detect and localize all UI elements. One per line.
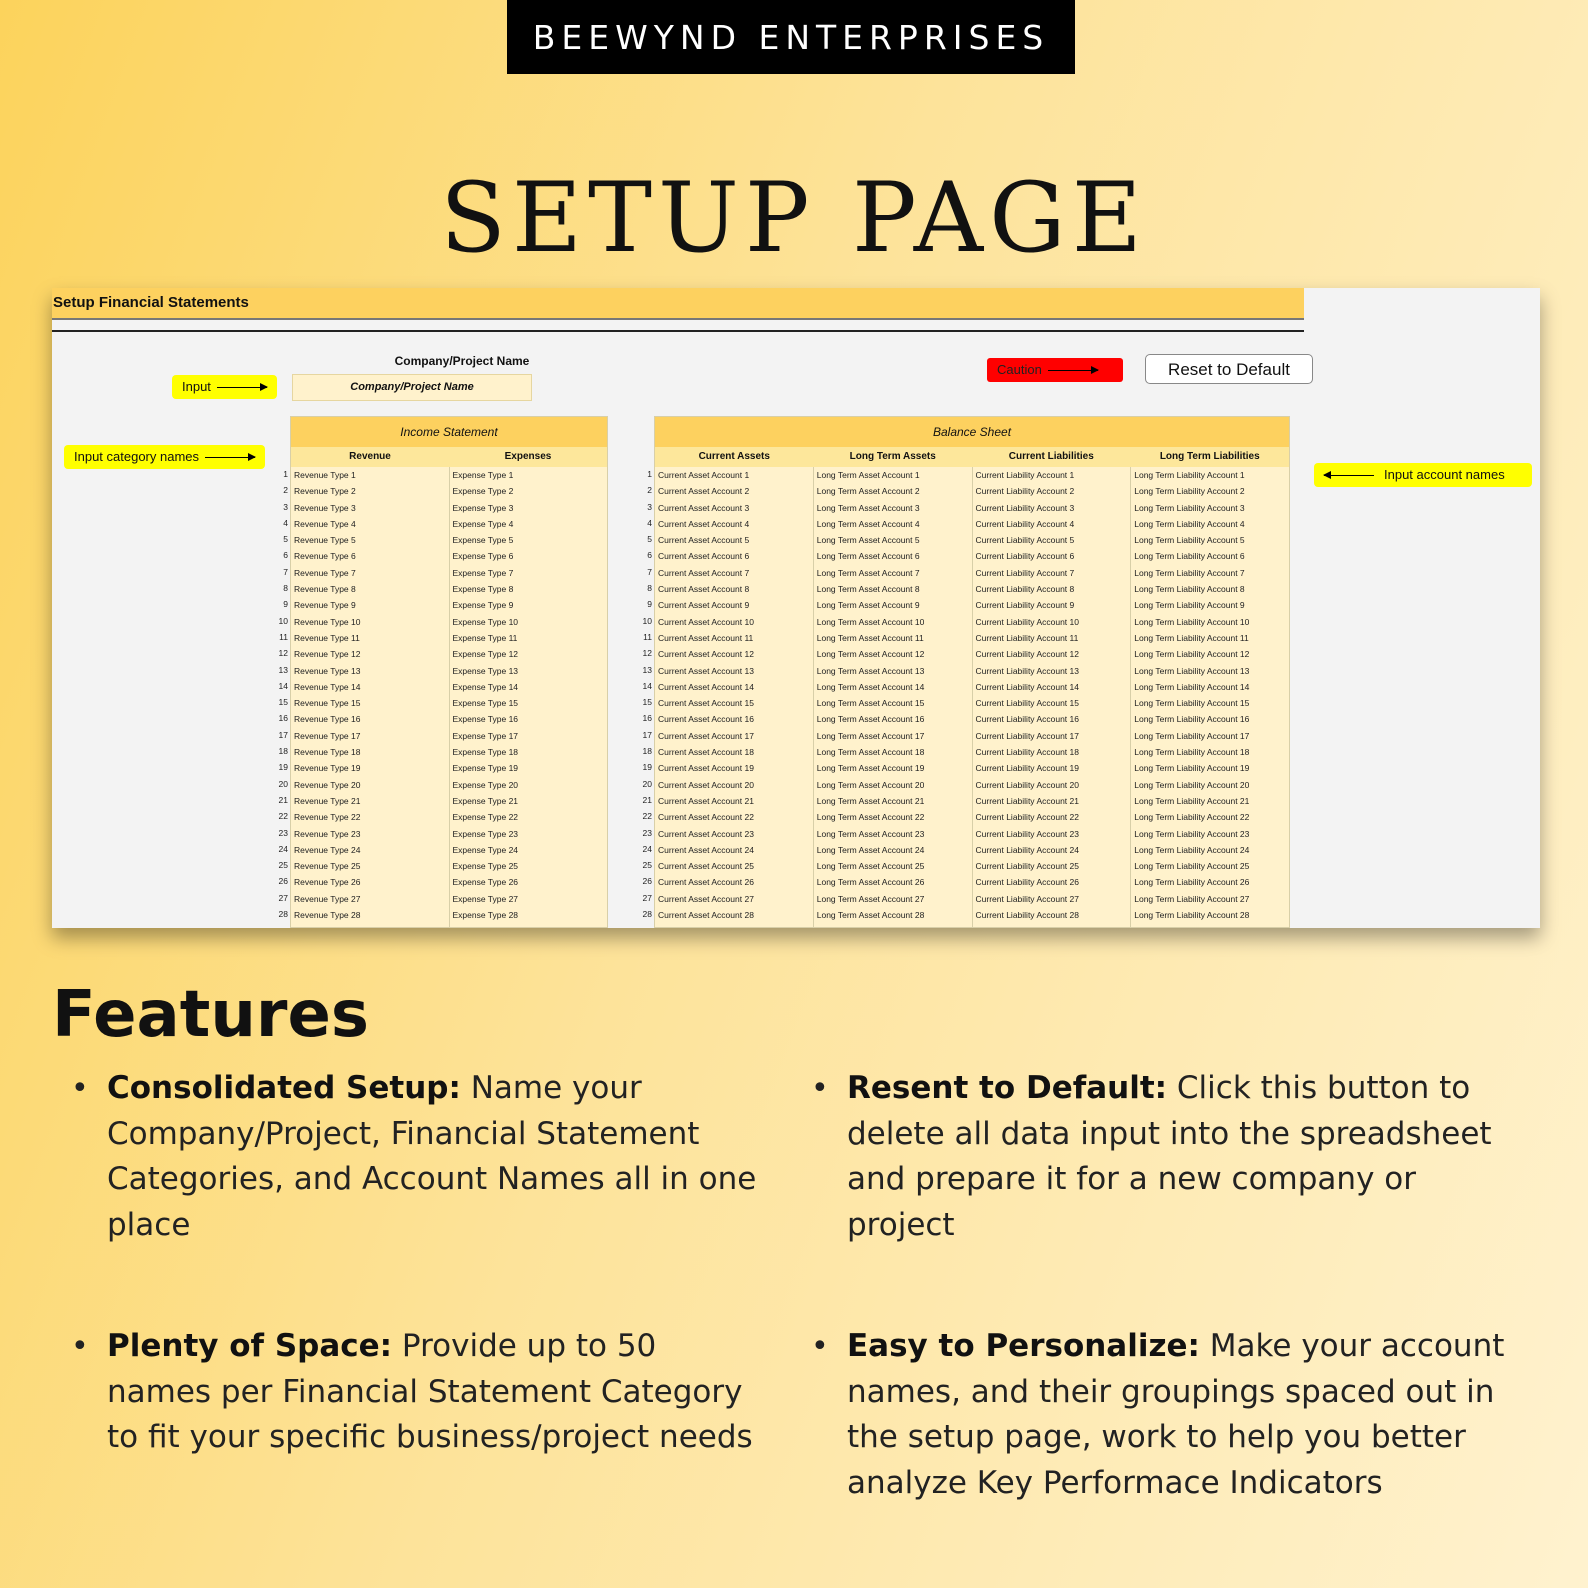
table-cell[interactable]: Expense Type 2 xyxy=(452,486,514,497)
table-cell[interactable]: Expense Type 22 xyxy=(452,812,519,823)
table-cell[interactable]: Long Term Liability Account 26 xyxy=(1134,877,1250,888)
row-number: 2 xyxy=(647,485,652,496)
table-cell[interactable]: Long Term Liability Account 11 xyxy=(1134,632,1249,643)
table-cell[interactable]: Long Term Asset Account 17 xyxy=(816,730,925,741)
table-cell[interactable]: Long Term Liability Account 17 xyxy=(1134,730,1250,741)
table-cell[interactable]: Expense Type 12 xyxy=(452,649,519,660)
table-cell[interactable]: Long Term Asset Account 14 xyxy=(816,681,925,692)
table-cell[interactable]: Expense Type 28 xyxy=(452,910,519,921)
table-cell[interactable]: Current Asset Account 15 xyxy=(658,698,754,709)
table-cell[interactable]: Current Liability Account 1 xyxy=(975,470,1075,480)
table-cell[interactable]: Long Term Asset Account 2 xyxy=(816,486,920,497)
table-cell[interactable]: Current Asset Account 20 xyxy=(658,779,754,790)
table-cell[interactable]: Current Asset Account 26 xyxy=(658,877,754,888)
table-cell[interactable]: Current Asset Account 9 xyxy=(658,600,750,611)
table-cell[interactable]: Long Term Liability Account 5 xyxy=(1134,535,1245,546)
row-number: 5 xyxy=(647,534,652,545)
row-number: 27 xyxy=(278,892,288,903)
table-cell[interactable]: Revenue Type 18 xyxy=(294,747,361,758)
table-cell[interactable]: Revenue Type 3 xyxy=(294,502,356,513)
table-cell[interactable]: Revenue Type 22 xyxy=(294,812,361,823)
table-cell[interactable]: Revenue Type 27 xyxy=(294,893,361,904)
table-cell[interactable]: Long Term Liability Account 24 xyxy=(1134,844,1250,855)
table-cell[interactable]: Expense Type 4 xyxy=(452,518,514,529)
income-statement-panel xyxy=(290,416,608,928)
row-number: 16 xyxy=(642,713,652,724)
row-number: 23 xyxy=(278,827,288,838)
table-cell[interactable]: Revenue Type 9 xyxy=(294,600,356,611)
row-number: 9 xyxy=(647,599,652,610)
table-cell[interactable]: Expense Type 5 xyxy=(452,535,514,546)
table-cell[interactable]: Current Asset Account 24 xyxy=(658,844,754,855)
table-cell[interactable]: Current Liability Account 9 xyxy=(975,600,1075,611)
row-number: 20 xyxy=(642,778,652,789)
table-cell[interactable]: Expense Type 8 xyxy=(452,584,514,595)
table-cell[interactable]: Long Term Asset Account 15 xyxy=(816,698,925,709)
table-cell[interactable]: Long Term Asset Account 26 xyxy=(816,877,925,888)
table-cell[interactable]: Long Term Asset Account 23 xyxy=(816,828,925,839)
table-cell[interactable]: Long Term Liability Account 20 xyxy=(1134,779,1250,790)
row-number: 21 xyxy=(278,794,288,805)
brand-banner: BEEWYND ENTERPRISES xyxy=(507,0,1075,74)
table-cell[interactable]: Revenue Type 19 xyxy=(294,763,361,774)
arrow-right-icon xyxy=(217,387,267,388)
table-cell[interactable]: Current Asset Account 21 xyxy=(658,795,754,806)
row-number: 7 xyxy=(283,566,288,577)
table-cell[interactable]: Expense Type 21 xyxy=(452,795,519,806)
table-cell[interactable]: Current Asset Account 23 xyxy=(658,828,754,839)
caution-tag-label: Caution xyxy=(997,362,1042,377)
table-cell[interactable]: Expense Type 26 xyxy=(452,877,519,888)
income-column-headers xyxy=(291,447,607,467)
table-cell[interactable]: Current Asset Account 7 xyxy=(658,567,750,578)
category-tag xyxy=(64,445,265,469)
table-cell[interactable]: Long Term Liability Account 10 xyxy=(1134,616,1250,627)
table-cell[interactable]: Revenue Type 11 xyxy=(294,632,360,643)
table-cell[interactable]: Expense Type 1 xyxy=(452,470,514,480)
table-cell[interactable]: Long Term Asset Account 6 xyxy=(816,551,920,562)
account-tag-label: Input account names xyxy=(1384,467,1505,482)
row-number: 7 xyxy=(647,566,652,577)
table-cell[interactable]: Long Term Asset Account 16 xyxy=(816,714,925,725)
input-tag-label: Input xyxy=(182,379,211,394)
column-header: Expenses xyxy=(504,451,552,462)
table-cell[interactable]: Long Term Liability Account 12 xyxy=(1134,649,1250,660)
features-title: Features xyxy=(52,978,369,1052)
table-cell[interactable]: Long Term Liability Account 3 xyxy=(1134,502,1245,513)
header-rule xyxy=(52,318,1304,320)
column xyxy=(291,467,450,927)
table-cell[interactable]: Long Term Asset Account 28 xyxy=(816,910,925,921)
table-cell[interactable]: Expense Type 23 xyxy=(452,828,519,839)
table-cell[interactable]: Current Liability Account 3 xyxy=(975,502,1075,513)
page-title: SETUP PAGE xyxy=(440,162,1148,274)
row-number: 10 xyxy=(642,615,652,626)
table-cell[interactable]: Current Liability Account 21 xyxy=(975,795,1079,806)
table-cell[interactable]: Long Term Liability Account 16 xyxy=(1134,714,1250,725)
company-input[interactable]: Company/Project Name xyxy=(292,374,532,401)
category-tag-label: Input category names xyxy=(74,449,200,464)
row-number: 15 xyxy=(278,697,288,708)
row-number: 6 xyxy=(647,550,652,561)
table-cell[interactable]: Long Term Asset Account 5 xyxy=(816,535,920,546)
table-cell[interactable]: Current Liability Account 14 xyxy=(975,681,1079,692)
table-cell[interactable]: Long Term Liability Account 28 xyxy=(1134,910,1250,921)
table-cell[interactable]: Current Asset Account 5 xyxy=(658,535,750,546)
table-cell[interactable]: Long Term Liability Account 22 xyxy=(1134,812,1250,823)
table-cell[interactable]: Current Liability Account 4 xyxy=(975,518,1075,529)
column xyxy=(655,467,814,927)
table-cell[interactable]: Current Liability Account 26 xyxy=(975,877,1079,888)
table-cell[interactable]: Current Asset Account 13 xyxy=(658,665,754,676)
row-number: 25 xyxy=(642,860,652,871)
row-number: 12 xyxy=(642,648,652,659)
column-header: Current Assets xyxy=(698,451,770,462)
table-cell[interactable]: Revenue Type 15 xyxy=(294,698,361,709)
row-number: 22 xyxy=(642,811,652,822)
company-label: Company/Project Name xyxy=(394,354,530,368)
table-cell[interactable]: Current Asset Account 19 xyxy=(658,763,754,774)
table-cell[interactable]: Revenue Type 24 xyxy=(294,844,361,855)
table-cell[interactable]: Expense Type 10 xyxy=(452,616,519,627)
table-cell[interactable]: Current Liability Account 7 xyxy=(975,567,1075,578)
feature-bold: Resent to Default: xyxy=(847,1070,1168,1106)
table-cell[interactable]: Current Liability Account 8 xyxy=(975,584,1075,595)
table-cell[interactable]: Current Asset Account 16 xyxy=(658,714,754,725)
row-number: 17 xyxy=(278,729,288,740)
table-cell[interactable]: Revenue Type 14 xyxy=(294,681,361,692)
table-cell[interactable]: Current Liability Account 16 xyxy=(975,714,1079,725)
table-cell[interactable]: Current Liability Account 6 xyxy=(975,551,1075,562)
table-cell[interactable]: Long Term Liability Account 27 xyxy=(1134,893,1250,904)
table-cell[interactable]: Long Term Asset Account 9 xyxy=(816,600,920,611)
row-number: 4 xyxy=(647,517,652,528)
feature-text: Name your Company/Project, Financial Statement Categories, and Account Names all in one place xyxy=(107,1070,757,1243)
row-number: 15 xyxy=(642,697,652,708)
table-cell[interactable]: Expense Type 13 xyxy=(452,665,519,676)
row-number: 24 xyxy=(278,843,288,854)
table-cell[interactable]: Current Asset Account 8 xyxy=(658,584,750,595)
table-cell[interactable]: Long Term Asset Account 20 xyxy=(816,779,925,790)
table-cell[interactable]: Revenue Type 7 xyxy=(294,567,356,578)
income-row-numbers xyxy=(274,466,288,922)
table-cell[interactable]: Current Asset Account 2 xyxy=(658,486,750,497)
table-cell[interactable]: Long Term Asset Account 25 xyxy=(816,861,925,872)
row-number: 8 xyxy=(283,583,288,594)
row-number: 9 xyxy=(283,599,288,610)
table-cell[interactable]: Current Liability Account 12 xyxy=(975,649,1079,660)
row-number: 11 xyxy=(279,631,288,642)
table-cell[interactable]: Current Asset Account 17 xyxy=(658,730,754,741)
table-cell[interactable]: Expense Type 14 xyxy=(452,681,519,692)
row-number: 3 xyxy=(647,501,652,512)
table-cell[interactable]: Long Term Asset Account 22 xyxy=(816,812,925,823)
table-cell[interactable]: Current Asset Account 25 xyxy=(658,861,754,872)
row-number: 6 xyxy=(283,550,288,561)
table-cell[interactable]: Current Asset Account 1 xyxy=(658,470,750,480)
row-number: 26 xyxy=(278,876,288,887)
row-number: 3 xyxy=(283,501,288,512)
table-cell[interactable]: Revenue Type 4 xyxy=(294,518,356,529)
table-cell[interactable]: Long Term Asset Account 11 xyxy=(816,632,924,643)
table-cell[interactable]: Current Liability Account 15 xyxy=(975,698,1079,709)
table-cell[interactable]: Long Term Asset Account 12 xyxy=(816,649,925,660)
table-cell[interactable]: Revenue Type 8 xyxy=(294,584,356,595)
table-cell[interactable]: Current Liability Account 23 xyxy=(975,828,1079,839)
table-cell[interactable]: Current Liability Account 11 xyxy=(975,632,1079,643)
table-cell[interactable]: Expense Type 20 xyxy=(452,779,519,790)
row-number: 8 xyxy=(647,583,652,594)
row-number: 28 xyxy=(642,909,652,920)
table-cell[interactable]: Revenue Type 20 xyxy=(294,779,361,790)
table-cell[interactable]: Current Asset Account 18 xyxy=(658,747,754,758)
table-cell[interactable]: Long Term Liability Account 1 xyxy=(1134,470,1245,480)
table-cell[interactable]: Current Asset Account 12 xyxy=(658,649,754,660)
table-cell[interactable]: Revenue Type 2 xyxy=(294,486,356,497)
table-cell[interactable]: Expense Type 25 xyxy=(452,861,519,872)
row-number: 5 xyxy=(283,534,288,545)
table-cell[interactable]: Revenue Type 23 xyxy=(294,828,361,839)
account-tag xyxy=(1314,463,1532,487)
row-number: 23 xyxy=(642,827,652,838)
table-cell[interactable]: Long Term Asset Account 18 xyxy=(816,747,925,758)
row-number: 21 xyxy=(642,794,652,805)
row-number: 17 xyxy=(642,729,652,740)
table-cell[interactable]: Long Term Liability Account 14 xyxy=(1134,681,1250,692)
feature-bold: Easy to Personalize: xyxy=(847,1328,1200,1364)
table-cell[interactable]: Expense Type 17 xyxy=(452,730,519,741)
row-number: 11 xyxy=(643,631,652,642)
feature-item xyxy=(847,1324,1527,1506)
table-cell[interactable]: Long Term Asset Account 7 xyxy=(816,567,920,578)
table-cell[interactable]: Long Term Liability Account 7 xyxy=(1134,567,1245,578)
table-cell[interactable]: Current Liability Account 24 xyxy=(975,844,1079,855)
income-title: Income Statement xyxy=(291,417,607,447)
balance-row-numbers xyxy=(638,466,652,922)
table-cell[interactable]: Long Term Liability Account 15 xyxy=(1134,698,1250,709)
table-cell[interactable]: Current Asset Account 11 xyxy=(658,632,754,643)
row-number: 13 xyxy=(642,664,652,675)
table-cell[interactable]: Long Term Asset Account 1 xyxy=(816,470,920,480)
row-number: 26 xyxy=(642,876,652,887)
table-cell[interactable]: Current Liability Account 25 xyxy=(975,861,1079,872)
row-number: 14 xyxy=(642,680,652,691)
input-tag xyxy=(172,375,277,399)
table-cell[interactable]: Current Liability Account 2 xyxy=(975,486,1075,497)
row-number: 24 xyxy=(642,843,652,854)
table-cell[interactable]: Expense Type 19 xyxy=(452,763,519,774)
feature-bold: Plenty of Space: xyxy=(107,1328,393,1364)
table-cell[interactable]: Revenue Type 16 xyxy=(294,714,361,725)
column xyxy=(450,467,608,927)
table-cell[interactable]: Revenue Type 6 xyxy=(294,551,356,562)
table-cell[interactable]: Current Liability Account 10 xyxy=(975,616,1079,627)
row-number: 18 xyxy=(642,746,652,757)
row-number: 12 xyxy=(278,648,288,659)
balance-column-headers xyxy=(655,447,1289,467)
table-cell[interactable]: Expense Type 6 xyxy=(452,551,514,562)
row-number: 4 xyxy=(283,517,288,528)
spreadsheet-screenshot xyxy=(52,288,1540,928)
table-cell[interactable]: Long Term Asset Account 24 xyxy=(816,844,925,855)
table-cell[interactable]: Long Term Asset Account 3 xyxy=(816,502,920,513)
row-number: 16 xyxy=(278,713,288,724)
column-header: Long Term Assets xyxy=(849,451,936,462)
feature-text: Provide up to 50 names per Financial Statement Category to fit your specific business/project needs xyxy=(107,1328,753,1455)
table-cell[interactable]: Current Asset Account 22 xyxy=(658,812,754,823)
table-cell[interactable]: Long Term Liability Account 6 xyxy=(1134,551,1245,562)
table-cell[interactable]: Expense Type 7 xyxy=(452,567,514,578)
column xyxy=(1131,467,1289,927)
sheet-header: Setup Financial Statements xyxy=(52,288,1304,318)
table-cell[interactable]: Long Term Liability Account 4 xyxy=(1134,518,1245,529)
table-cell[interactable]: Current Asset Account 6 xyxy=(658,551,750,562)
balance-title: Balance Sheet xyxy=(655,417,1289,447)
table-cell[interactable]: Current Asset Account 27 xyxy=(658,893,754,904)
arrow-right-icon xyxy=(1048,370,1098,371)
table-cell[interactable]: Revenue Type 28 xyxy=(294,910,361,921)
row-number: 10 xyxy=(278,615,288,626)
column-header: Revenue xyxy=(349,451,391,462)
table-cell[interactable]: Current Liability Account 5 xyxy=(975,535,1075,546)
arrow-left-icon xyxy=(1324,475,1374,476)
table-cell[interactable]: Long Term Liability Account 8 xyxy=(1134,584,1245,595)
feature-item xyxy=(107,1324,767,1461)
table-cell[interactable]: Long Term Liability Account 18 xyxy=(1134,747,1250,758)
table-cell[interactable]: Current Liability Account 28 xyxy=(975,910,1079,921)
row-number: 13 xyxy=(278,664,288,675)
sheet-margin xyxy=(1304,288,1540,928)
header-rule-dark xyxy=(52,330,1304,332)
table-cell[interactable]: Expense Type 3 xyxy=(452,502,514,513)
income-columns xyxy=(291,467,607,927)
table-cell[interactable]: Current Asset Account 3 xyxy=(658,502,750,513)
balance-sheet-panel xyxy=(654,416,1290,928)
table-cell[interactable]: Expense Type 9 xyxy=(452,600,514,611)
table-cell[interactable]: Revenue Type 21 xyxy=(294,795,361,806)
feature-text: Make your account names, and their groupings spaced out in the setup page, work to help you better analyze Key Performace Indicators xyxy=(847,1328,1505,1501)
feature-item xyxy=(107,1066,767,1248)
table-cell[interactable]: Long Term Asset Account 19 xyxy=(816,763,925,774)
table-cell[interactable]: Long Term Asset Account 10 xyxy=(816,616,925,627)
table-cell[interactable]: Long Term Liability Account 13 xyxy=(1134,665,1250,676)
row-number: 28 xyxy=(278,909,288,920)
row-number: 22 xyxy=(278,811,288,822)
table-cell[interactable]: Revenue Type 13 xyxy=(294,665,361,676)
row-number: 14 xyxy=(278,680,288,691)
arrow-right-icon xyxy=(205,457,255,458)
table-cell[interactable]: Long Term Liability Account 25 xyxy=(1134,861,1250,872)
balance-columns xyxy=(655,467,1289,927)
table-cell[interactable]: Current Asset Account 10 xyxy=(658,616,754,627)
column xyxy=(973,467,1132,927)
table-cell[interactable]: Current Liability Account 17 xyxy=(975,730,1079,741)
row-number: 20 xyxy=(278,778,288,789)
column xyxy=(814,467,973,927)
row-number: 1 xyxy=(647,469,652,479)
table-cell[interactable]: Long Term Liability Account 23 xyxy=(1134,828,1250,839)
table-cell[interactable]: Revenue Type 25 xyxy=(294,861,361,872)
table-cell[interactable]: Current Asset Account 14 xyxy=(658,681,754,692)
feature-item xyxy=(847,1066,1527,1248)
table-cell[interactable]: Long Term Asset Account 4 xyxy=(816,518,920,529)
table-cell[interactable]: Current Liability Account 13 xyxy=(975,665,1079,676)
table-cell[interactable]: Long Term Asset Account 13 xyxy=(816,665,925,676)
table-cell[interactable]: Expense Type 11 xyxy=(452,632,518,643)
table-cell[interactable]: Long Term Asset Account 8 xyxy=(816,584,920,595)
row-number: 25 xyxy=(278,860,288,871)
row-number: 19 xyxy=(642,762,652,773)
table-cell[interactable]: Revenue Type 10 xyxy=(294,616,361,627)
feature-text: Click this button to delete all data input into the spreadsheet and prepare it for a new company or project xyxy=(847,1070,1492,1243)
table-cell[interactable]: Long Term Asset Account 27 xyxy=(816,893,925,904)
table-cell[interactable]: Revenue Type 17 xyxy=(294,730,361,741)
table-cell[interactable]: Expense Type 15 xyxy=(452,698,519,709)
row-number: 27 xyxy=(642,892,652,903)
table-cell[interactable]: Current Liability Account 20 xyxy=(975,779,1079,790)
table-cell[interactable]: Current Asset Account 28 xyxy=(658,910,754,921)
table-cell[interactable]: Long Term Liability Account 21 xyxy=(1134,795,1250,806)
table-cell[interactable]: Revenue Type 1 xyxy=(294,470,356,480)
table-cell[interactable]: Current Liability Account 27 xyxy=(975,893,1079,904)
table-cell[interactable]: Long Term Asset Account 21 xyxy=(816,795,925,806)
column-header: Current Liabilities xyxy=(1008,451,1094,462)
table-cell[interactable]: Current Asset Account 4 xyxy=(658,518,750,529)
table-cell[interactable]: Expense Type 27 xyxy=(452,893,519,904)
feature-bold: Consolidated Setup: xyxy=(107,1070,461,1106)
row-number: 2 xyxy=(283,485,288,496)
table-cell[interactable]: Revenue Type 12 xyxy=(294,649,361,660)
row-number: 1 xyxy=(283,469,288,479)
row-number: 18 xyxy=(278,746,288,757)
table-cell[interactable]: Expense Type 18 xyxy=(452,747,519,758)
table-cell[interactable]: Revenue Type 5 xyxy=(294,535,356,546)
caution-tag xyxy=(987,358,1123,382)
row-number: 19 xyxy=(278,762,288,773)
table-cell[interactable]: Current Liability Account 18 xyxy=(975,747,1079,758)
table-cell[interactable]: Long Term Liability Account 9 xyxy=(1134,600,1245,611)
table-cell[interactable]: Long Term Liability Account 2 xyxy=(1134,486,1245,497)
table-cell[interactable]: Current Liability Account 19 xyxy=(975,763,1079,774)
table-cell[interactable]: Expense Type 24 xyxy=(452,844,519,855)
table-cell[interactable]: Current Liability Account 22 xyxy=(975,812,1079,823)
table-cell[interactable]: Revenue Type 26 xyxy=(294,877,361,888)
table-cell[interactable]: Long Term Liability Account 19 xyxy=(1134,763,1250,774)
reset-to-default-button[interactable]: Reset to Default xyxy=(1145,354,1313,384)
column-header: Long Term Liabilities xyxy=(1159,451,1260,462)
table-cell[interactable]: Expense Type 16 xyxy=(452,714,519,725)
